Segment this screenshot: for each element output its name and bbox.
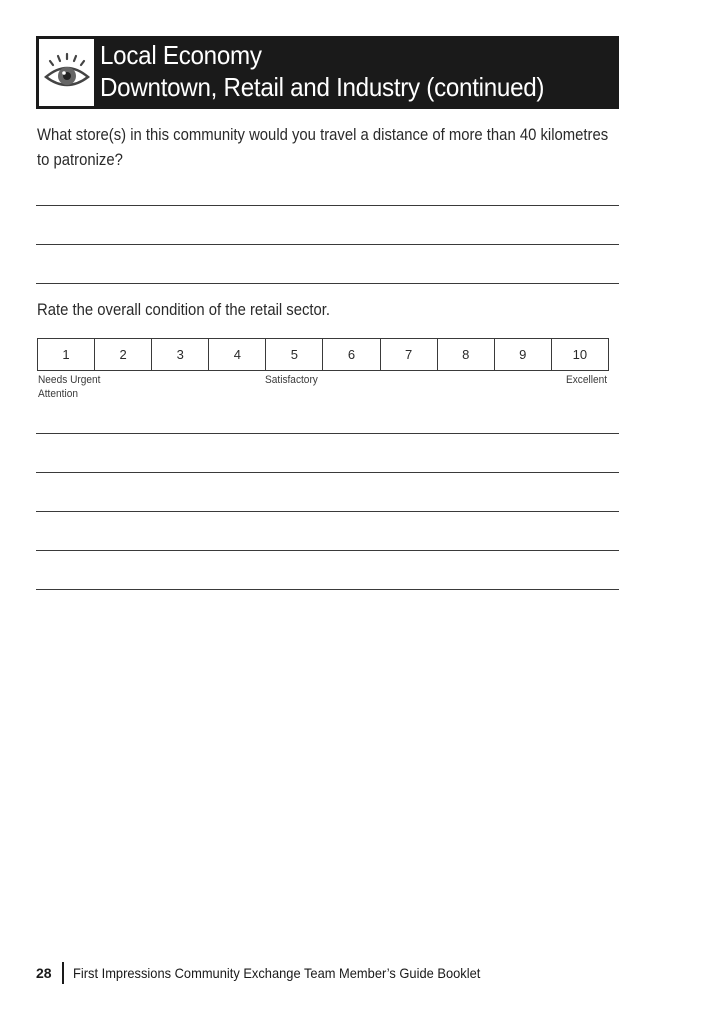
page-number: 28 [36,965,52,981]
scale-label-low: Needs Urgent Attention [38,374,101,400]
scale-label-high: Excellent [566,374,608,386]
answer-line[interactable] [36,433,619,434]
answer-line[interactable] [36,589,619,590]
booklet-title: First Impressions Community Exchange Team Member’s Guide Booklet [72,965,480,981]
rating-option-5[interactable]: 5 [266,339,323,370]
rating-scale [37,338,609,371]
section-header [36,36,619,109]
eye-icon [43,51,91,93]
answer-line[interactable] [36,550,619,551]
answer-line[interactable] [36,511,619,512]
header-title-line2: Downtown, Retail and Industry (continued) [100,72,545,102]
question-retail-condition: Rate the overall condition of the retail sector. [37,301,331,319]
rating-option-9[interactable]: 9 [495,339,552,370]
answer-line[interactable] [36,283,619,284]
rating-option-3[interactable]: 3 [152,339,209,370]
icon-box [39,39,94,106]
rating-option-1[interactable]: 1 [38,339,95,370]
rating-option-10[interactable]: 10 [572,347,588,362]
answer-line[interactable] [36,472,619,473]
rating-option-8[interactable]: 8 [438,339,495,370]
rating-option-6[interactable]: 6 [323,339,380,370]
question-travel-stores: What store(s) in this community would you travel a distance of more than 40 kilometres to patronize? [37,126,609,169]
answer-line[interactable] [36,205,619,206]
footer-divider [62,962,64,984]
scale-label-mid: Satisfactory [265,374,318,386]
rating-option-2[interactable]: 2 [95,339,152,370]
page-footer [36,962,515,984]
rating-option-4[interactable]: 4 [209,339,266,370]
answer-line[interactable] [36,244,619,245]
header-title-line1: Local Economy [100,40,262,70]
rating-option-7[interactable]: 7 [381,339,438,370]
